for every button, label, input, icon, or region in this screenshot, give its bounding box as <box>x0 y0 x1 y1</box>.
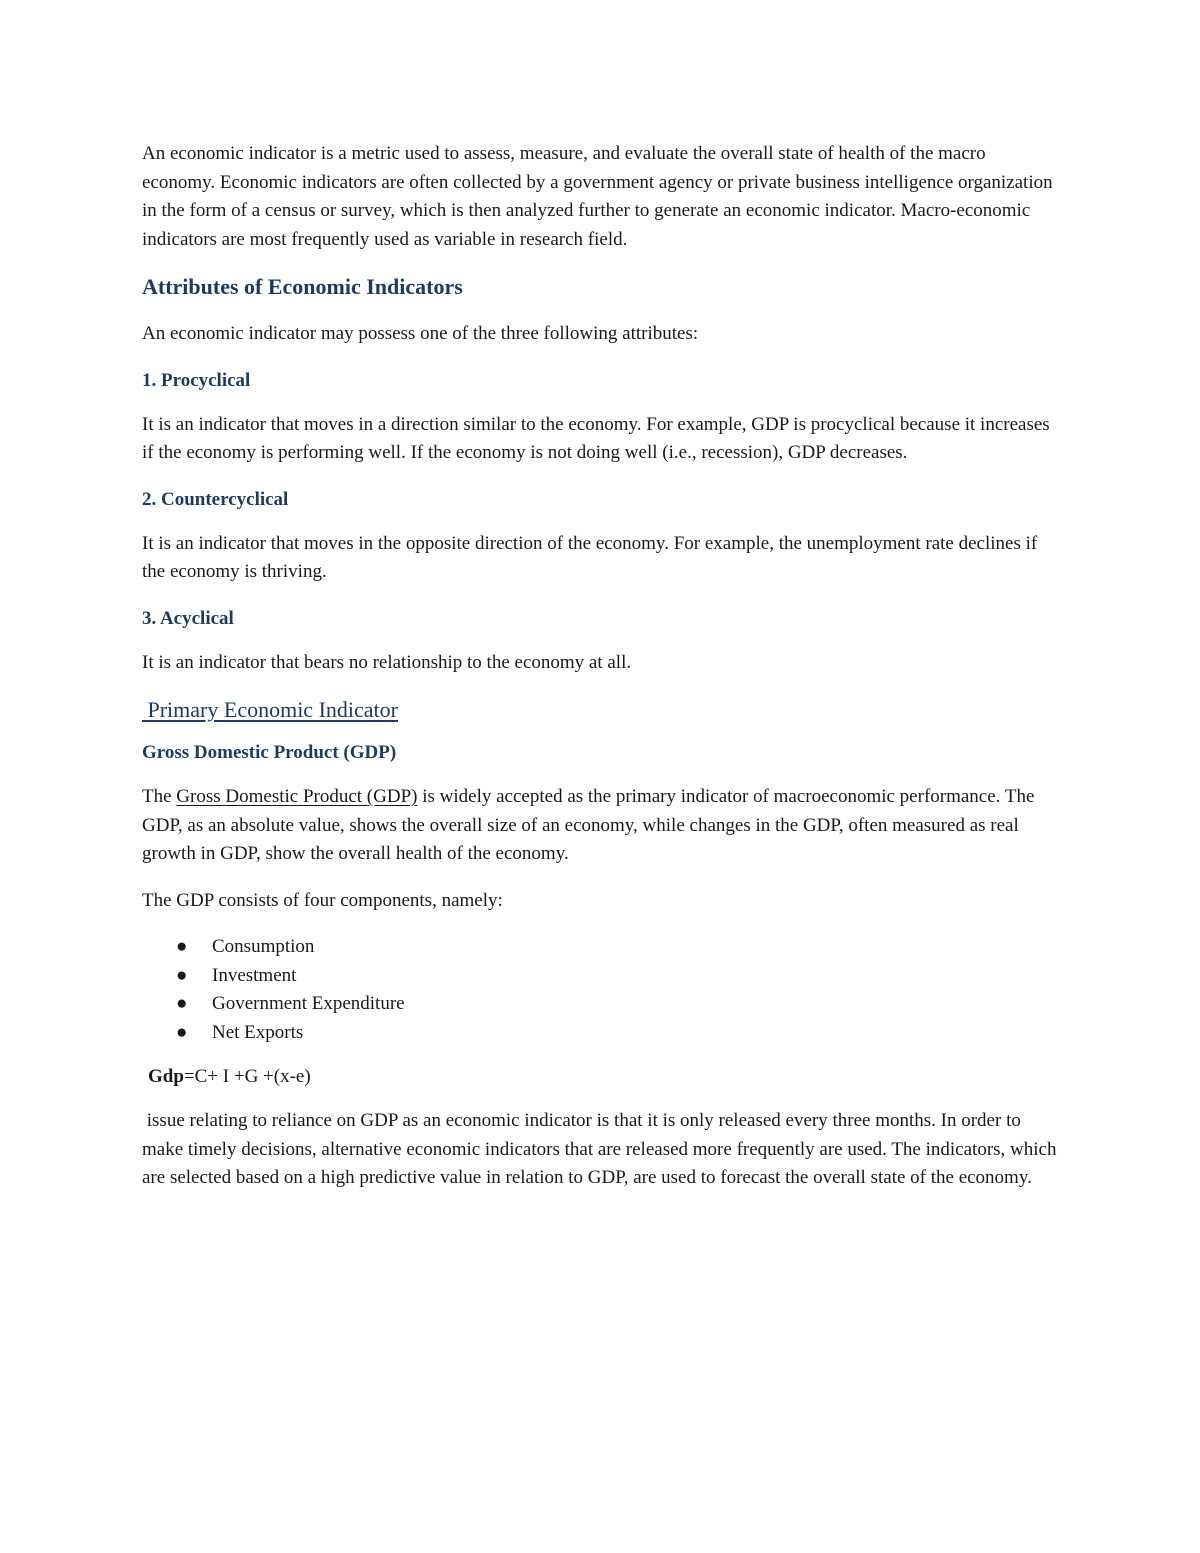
gdp-link[interactable]: Gross Domestic Product (GDP) <box>176 786 418 807</box>
bullet-icon: ● <box>176 964 188 986</box>
bullet-icon: ● <box>176 993 188 1014</box>
list-item <box>142 1019 1062 1048</box>
acyclical-paragraph: It is an indicator that bears no relationship to the economy at all. <box>142 651 632 673</box>
procyclical-heading: 1. Procyclical <box>142 369 251 391</box>
gdp-heading: Gross Domestic Product (GDP) <box>142 742 397 763</box>
components-lead: The GDP consists of four components, namely: <box>142 889 503 911</box>
primary-indicator-heading: Primary Economic Indicator <box>142 697 398 722</box>
list-item <box>142 933 1062 962</box>
closing-paragraph: issue relating to reliance on GDP as an economic indicator is that it is only released every three months. In order to make timely decisions, alternative economic indicators that are released more frequently are used. The indicators, which are selected based on a high predictive value in relation to GDP, are used to forecast the overall state of the economy. <box>142 1110 1062 1188</box>
attributes-lead: An economic indicator may possess one of the three following attributes: <box>142 323 699 344</box>
gdp-formula <box>148 1063 1062 1091</box>
list-item-label: Consumption <box>212 936 315 957</box>
list-item <box>142 990 1062 1019</box>
bullet-icon: ● <box>176 1021 188 1043</box>
gdp-paragraph-pre: The <box>142 786 177 807</box>
gdp-paragraph-post: is widely accepted as the primary indicator of macroeconomic performance. The GDP, as an absolute value, shows the overall size of an economy, while changes in the GDP, often measured as real growth in GDP, show the overall health of the economy. <box>142 786 1035 864</box>
acyclical-heading: 3. Acyclical <box>142 607 234 629</box>
gdp-formula-label: Gdp <box>148 1066 184 1087</box>
countercyclical-heading: 2. Countercyclical <box>142 488 289 510</box>
list-item-label: Government Expenditure <box>212 993 405 1014</box>
list-item-label: Net Exports <box>212 1021 304 1043</box>
list-item <box>142 962 1062 991</box>
gdp-paragraph <box>142 783 1062 869</box>
bullet-icon: ● <box>176 936 188 957</box>
procyclical-paragraph: It is an indicator that moves in a direction similar to the economy. For example, GDP is procyclical because it increases if the economy is performing well. If the economy is not doing well (i.e., recession), GDP decreases. <box>142 413 1050 463</box>
countercyclical-paragraph: It is an indicator that moves in the opposite direction of the economy. For example, the unemployment rate declines if the economy is thriving. <box>142 532 1038 582</box>
document-body <box>142 140 1062 1193</box>
gdp-formula-expression: =C+ I +G +(x-e) <box>183 1066 311 1087</box>
attributes-heading: Attributes of Economic Indicators <box>142 274 463 299</box>
list-item-label: Investment <box>212 964 297 986</box>
intro-paragraph: An economic indicator is a metric used to assess, measure, and evaluate the overall state of health of the macro economy. Economic indicators are often collected by a government agency or private business intelligence organization in the form of a census or survey, which is then analyzed further to generate an economic indicator. Macro-economic indicators are most frequently used as variable in research field. <box>142 143 1053 250</box>
components-list <box>142 933 1062 1047</box>
